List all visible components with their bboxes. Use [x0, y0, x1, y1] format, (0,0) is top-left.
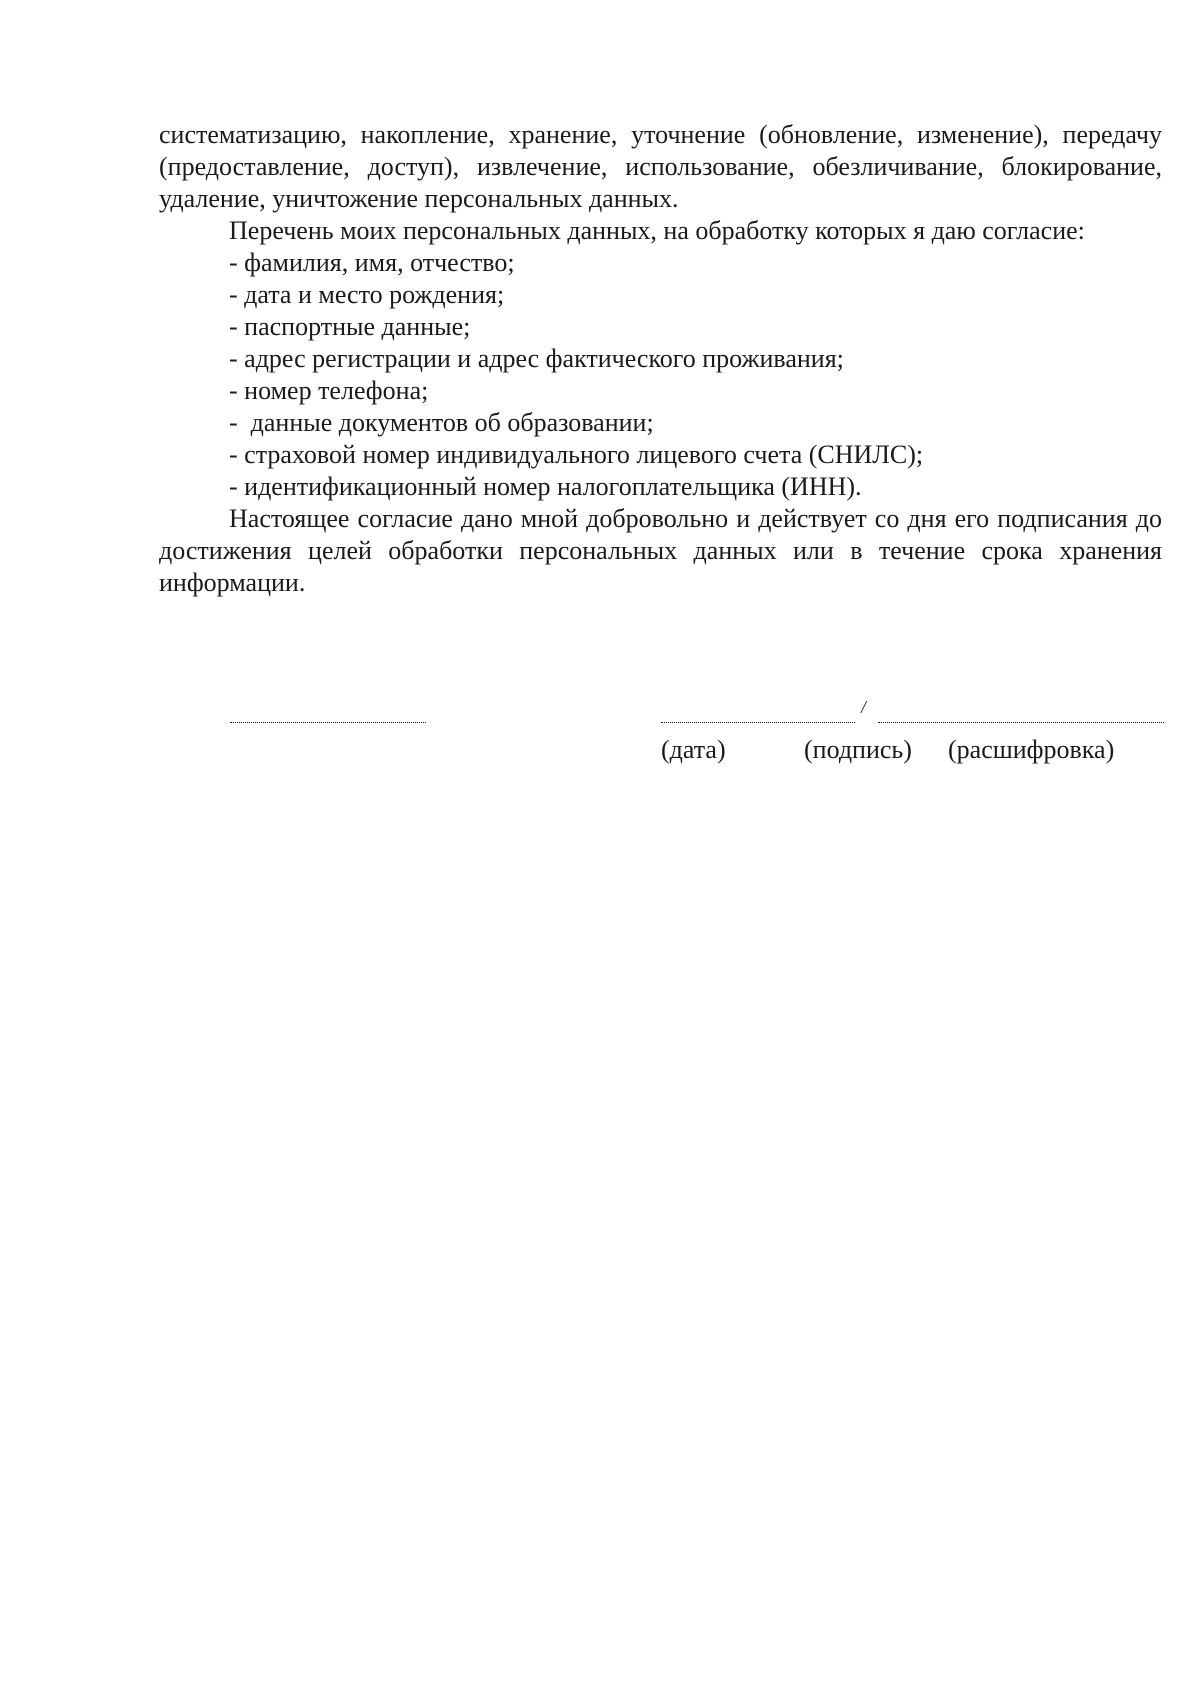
decoding-caption: (расшифровка) [948, 735, 1115, 764]
list-item: - идентификационный номер налогоплательщика (ИНН). [229, 472, 862, 501]
list-item: - страховой номер индивидуального лицевого счета (СНИЛС); [229, 440, 924, 469]
list-item: - данные документов об образовании; [229, 408, 654, 437]
list-item: - дата и место рождения; [229, 280, 505, 309]
closing-paragraph: Настоящее согласие дано мной добровольно и действует со дня его подписания до достижения целей обработки персональных данных или в течение срока хранения информации. [159, 504, 1162, 597]
date-caption: (дата) [661, 735, 726, 764]
list-item: - адрес регистрации и адрес фактического проживания; [229, 344, 844, 373]
date-line [230, 722, 426, 723]
list-intro: Перечень моих персональных данных, на обработку которых я даю согласие: [229, 216, 1085, 245]
signature-line [661, 722, 855, 723]
decoding-line [878, 722, 1164, 723]
signature-separator: / [861, 697, 867, 717]
personal-data-list [159, 247, 1162, 503]
list-item: - паспортные данные; [229, 312, 471, 341]
document-body [159, 119, 1162, 599]
paragraph-continuation: систематизацию, накопление, хранение, уточнение (обновление, изменение), передачу (предоставление, доступ), извлечение, использование, обезличивание, блокирование, удаление, уничтожение персональных данных. [159, 120, 1162, 213]
list-item: - номер телефона; [229, 376, 429, 405]
signature-caption: (подпись) [804, 735, 912, 764]
list-item: - фамилия, имя, отчество; [229, 248, 515, 277]
